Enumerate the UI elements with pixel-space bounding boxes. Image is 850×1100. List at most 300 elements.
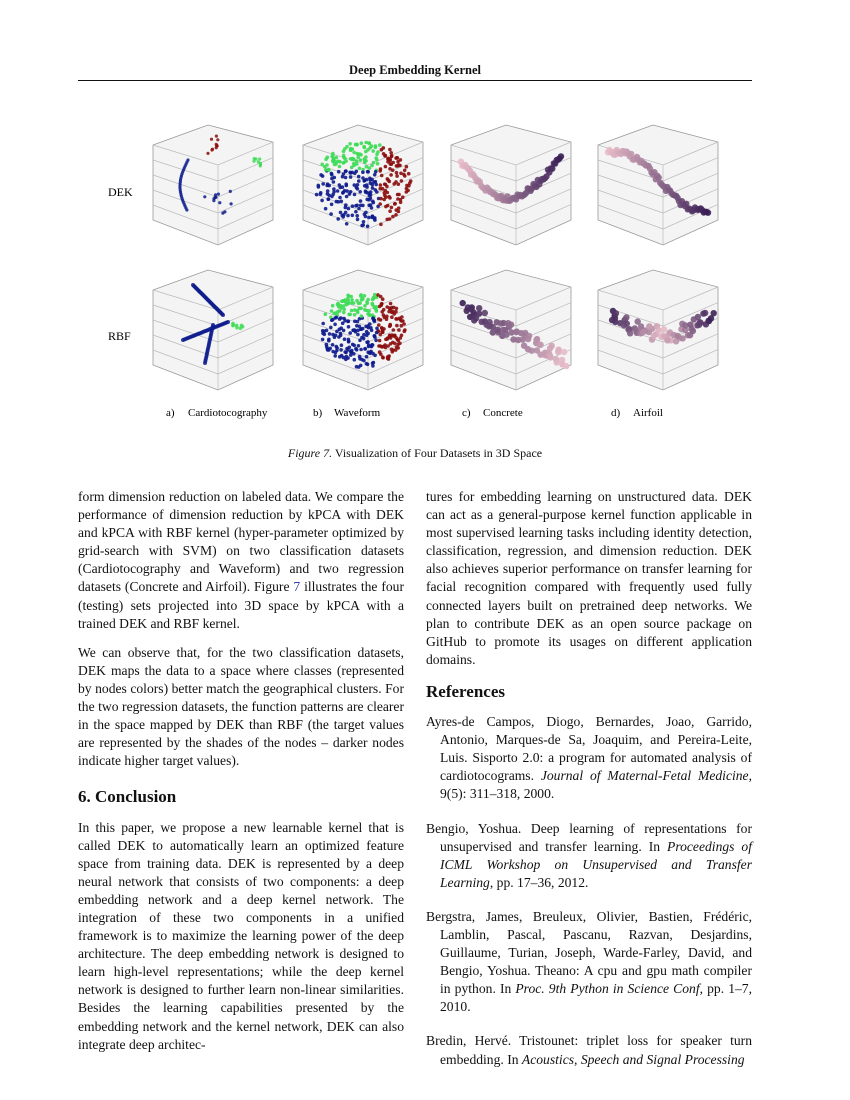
panel-c-letter: c) [462,407,471,419]
data-point [328,332,332,336]
data-point [231,323,235,327]
data-point [331,193,335,197]
data-point [212,199,215,202]
data-point [355,159,359,163]
data-point [335,345,339,349]
data-point [627,330,633,336]
data-point [380,148,384,152]
data-point [347,301,351,305]
data-point [391,161,395,165]
data-point [367,216,371,220]
data-point [549,343,555,349]
data-point [382,345,386,349]
data-point [388,148,392,152]
data-point [379,183,383,187]
figure-link[interactable]: 7 [293,579,301,595]
data-point [368,352,372,356]
data-point [364,141,368,145]
data-point [366,324,370,328]
paragraph-text: form dimension reduction on labeled data. We compare the performance of dimension reduction by kPCA with DEK and kPCA with RBF kernel (hyper-parameter optimized by grid-search with SVM) on two classification datasets (Cardiotocography and Waveform) and two regression datasets (Concrete and Airfoil). Figure [78,489,404,595]
data-point [344,176,348,180]
data-point [368,177,372,181]
data-point [468,306,474,312]
data-point [347,313,351,317]
data-point [336,303,340,307]
data-point [372,361,376,365]
data-point [388,334,392,338]
data-point [705,210,711,216]
data-point [365,362,369,366]
data-point [331,343,335,347]
data-point [498,320,504,326]
data-point [374,156,378,160]
data-point [342,311,346,315]
data-point [349,175,353,179]
data-point [356,333,360,337]
data-point [339,306,343,310]
data-point [559,357,565,363]
data-point [378,143,382,147]
data-point [356,218,360,222]
data-point [380,302,384,306]
data-point [327,348,331,352]
data-point [358,190,362,194]
data-point [396,193,400,197]
data-point [646,323,652,329]
figure-caption-label: Figure 7. [287,446,333,460]
data-point [391,168,395,172]
data-point [215,146,218,149]
data-point [333,176,337,180]
figure-7 [78,110,752,430]
data-point [257,160,260,163]
data-point [371,149,375,153]
data-point [361,170,365,174]
data-point [358,152,362,156]
data-point [362,145,366,149]
data-point [359,158,363,162]
data-point [555,349,561,355]
data-point [337,160,341,164]
data-point [365,198,369,202]
data-point [217,193,220,196]
data-point [340,343,344,347]
data-point [380,174,384,178]
data-point [374,339,378,343]
data-point [354,204,358,208]
data-point [397,328,401,332]
data-point [342,161,346,165]
data-point [206,152,209,155]
ref-text: Bredin, Hervé. Tristounet: triplet loss for speaker turn embedding. In [426,1033,752,1067]
data-point [365,309,369,313]
data-point [377,323,381,327]
data-point [355,143,359,147]
data-point [397,206,401,210]
data-point [239,327,243,331]
paragraph: We can observe that, for the two classification datasets, DEK maps the data to a space where classes (represented by nodes colors) better match the geographical clusters. For the two regression datasets, the function patterns are clearer in the space mapped by DEK than RBF (the target values are represented by the shades of the nodes – darker nodes indicate higher target values). [78,644,404,769]
data-point [376,293,380,297]
data-point [332,180,336,184]
data-point [345,189,349,193]
data-point [338,317,342,321]
data-point [215,143,218,146]
data-point [396,197,400,201]
data-point [332,187,336,191]
data-point [329,326,333,330]
data-point [211,148,214,151]
data-point [214,196,217,199]
data-point [383,182,387,186]
data-point [359,199,363,203]
data-point [390,315,394,319]
data-point [563,363,569,369]
data-point [327,169,331,173]
data-point [321,322,325,326]
data-point [333,316,337,320]
data-point [514,328,520,334]
data-point [379,223,383,227]
data-point [360,141,364,145]
data-point [365,165,369,169]
data-point [385,317,389,321]
data-point [352,301,356,305]
data-point [319,173,323,177]
data-point [382,308,386,312]
data-point [349,350,353,354]
scatter-panel [303,125,423,245]
data-point [339,326,343,330]
data-point [333,323,337,327]
data-point [366,225,370,229]
data-point [332,312,336,316]
data-point [664,337,670,343]
data-point [359,293,363,297]
data-point [347,294,351,298]
data-point [708,315,714,321]
data-point [376,150,380,154]
data-point [379,197,383,201]
ref-text: Bengio, Yoshua. Deep learning of representations for unsupervised and transfer learning. In [426,820,752,854]
data-point [385,218,389,222]
data-point [351,157,355,161]
right-column [426,488,752,1085]
data-point [379,353,383,357]
panel-a-letter: a) [166,407,175,419]
scatter-panel [153,270,273,390]
data-point [386,191,390,195]
data-point [405,187,409,191]
data-point [348,142,352,146]
data-point [345,355,349,359]
paragraph: In this paper, we propose a new learnable kernel that is called DEK to automatically learn an optimized feature space from training data. DEK is represented by a deep neural network that consists of two components: a deep embedding network and a deep kernel network. The integration of these two components in a unified framework is to maximize the learning power of the deep architecture. The deep embedding network is designed to learn high-level representations; while the deep kernel network is designed to further learn non-linear similarities. Besides the learning capabilities presented by the embedding network and the kernel network, DEK can also integrate deep architec- [78,819,404,1052]
data-point [687,322,693,328]
data-point [403,328,407,332]
data-point [655,327,661,333]
header-rule [78,80,752,81]
data-point [405,165,409,169]
data-point [344,351,348,355]
data-point [371,302,375,306]
data-point [352,162,356,166]
data-point [353,193,357,197]
data-point [320,199,324,203]
data-point [359,307,363,311]
data-point [347,325,351,329]
data-point [326,182,330,186]
data-point [355,214,359,218]
data-point [388,323,392,327]
data-point [338,196,342,200]
data-point [486,323,492,329]
section-heading-references: References [426,681,505,701]
data-point [321,182,325,186]
data-point [358,167,362,171]
data-point [407,172,411,176]
data-point [365,191,369,195]
reference-entry [426,1032,752,1068]
data-point [476,305,482,311]
data-point [341,191,345,195]
data-point [324,207,328,211]
data-point [395,171,399,175]
data-point [215,135,218,138]
data-point [397,339,401,343]
data-point [361,327,365,331]
data-point [397,210,401,214]
data-point [327,194,331,198]
data-point [334,334,338,338]
data-point [382,313,386,317]
data-point [335,200,339,204]
data-point [377,344,381,348]
data-point [661,326,667,332]
data-point [210,138,213,141]
data-point [375,309,379,313]
data-point [323,165,327,169]
data-point [389,173,393,177]
data-point [651,333,657,339]
data-point [355,348,359,352]
scatter-panel [598,270,718,390]
data-point [395,345,399,349]
data-point [385,337,389,341]
data-point [397,182,401,186]
data-point [376,205,380,209]
ref-venue: Proc. 9th Python in Science Conf [515,981,700,997]
data-point [361,296,365,300]
data-point [366,340,370,344]
data-point [358,301,362,305]
data-point [331,350,335,354]
row-label-rbf: RBF [108,329,131,343]
data-point [351,329,355,333]
data-point [690,328,696,334]
data-point [405,190,409,194]
scatter-panel [153,125,273,245]
data-point [376,162,380,166]
data-point [363,159,367,163]
data-point [393,342,397,346]
data-point [399,172,403,176]
data-point [356,183,360,187]
data-point [373,335,377,339]
data-point [371,214,375,218]
data-point [338,165,342,169]
data-point [320,163,324,167]
data-point [561,349,567,355]
data-point [353,358,357,362]
data-point [374,188,378,192]
panel-grid [153,125,718,390]
data-point [395,174,399,178]
scatter-panel [598,125,718,245]
data-point [378,339,382,343]
data-point [366,148,370,152]
data-point [374,170,378,174]
data-point [341,175,345,179]
data-point [229,190,232,193]
data-point [385,305,389,309]
scatter-panel [451,270,571,390]
data-point [343,147,347,151]
data-point [370,345,374,349]
data-point [339,332,343,336]
data-point [372,297,376,301]
paragraph [78,488,404,633]
panel-c-name: Concrete [483,407,523,419]
data-point [368,313,372,317]
ref-text: Bergstra, James, Breuleux, Olivier, Bastien, Frédéric, Lamblin, Pascal, Pascanu, Razvan, Desjardins, Guillaume, Turian, Joseph, Warde-Farley, David, and Bengio, Yoshua. Theano: A cpu and gpu math compiler in python. In [426,908,752,997]
ref-venue: Journal of Maternal-Fetal Medicine [540,768,749,784]
data-point [353,313,357,317]
data-point [473,315,479,321]
data-point [381,356,385,360]
data-point [375,305,379,309]
data-point [346,214,350,218]
data-point [345,184,349,188]
data-point [623,314,629,320]
data-point [374,180,378,184]
data-point [403,169,407,173]
data-point [373,293,377,297]
panel-b-name: Waveform [334,407,381,419]
data-point [369,203,373,207]
data-point [342,213,346,217]
data-point [371,183,375,187]
data-point [338,183,342,187]
data-point [392,306,396,310]
data-point [341,321,345,325]
data-point [353,172,357,176]
data-point [342,317,346,321]
data-point [390,154,394,158]
data-point [553,359,559,365]
data-point [348,192,352,196]
data-point [375,331,379,335]
data-point [613,310,619,316]
data-point [258,157,261,160]
data-point [325,343,329,347]
data-point [357,179,361,183]
data-point [339,348,343,352]
data-point [329,212,333,216]
figure-caption-text: Visualization of Four Datasets in 3D Space [334,446,543,460]
data-point [365,330,369,334]
data-point [349,147,353,151]
data-point [697,319,703,325]
data-point [359,348,363,352]
data-point [351,214,355,218]
data-point [384,195,388,199]
data-point [390,206,394,210]
ref-text: , pp. 1–7, 2010. [440,981,752,1015]
data-point [400,334,404,338]
data-point [348,331,352,335]
data-point [409,179,413,183]
reference-entry [426,713,752,803]
data-point [357,175,361,179]
data-point [361,204,365,208]
paragraph-text: illustrates the four (testing) sets projected into 3D space by kPCA with a trained DEK and RBF kernel. [78,579,404,631]
figure-caption [78,446,752,461]
data-point [326,189,330,193]
data-point [344,169,348,173]
data-point [330,203,334,207]
data-point [371,316,375,320]
data-point [356,311,360,315]
data-point [259,164,262,167]
data-point [386,157,390,161]
data-point [230,202,233,205]
data-point [353,308,357,312]
data-point [538,342,544,348]
data-point [384,165,388,169]
data-point [377,317,381,321]
data-point [352,344,356,348]
data-point [369,196,373,200]
data-point [357,365,361,369]
data-point [372,161,376,165]
data-point [391,310,395,314]
scatter-panel [303,270,423,390]
data-point [381,297,385,301]
data-point [203,195,206,198]
data-point [203,361,207,365]
data-point [324,312,328,316]
data-point [348,171,352,175]
data-point [358,357,362,361]
data-point [221,313,225,317]
data-point [340,200,344,204]
scatter-panel [451,125,571,245]
section-heading-conclusion: 6. Conclusion [78,787,177,807]
data-point [358,339,362,343]
data-point [379,167,383,171]
data-point [343,337,347,341]
data-point [352,352,356,356]
data-point [362,220,366,224]
data-point [357,344,361,348]
data-point [640,329,646,335]
panel-b-letter: b) [313,407,323,419]
panel-a-name: Cardiotocography [188,407,268,419]
data-point [399,158,403,162]
data-point [347,340,351,344]
data-point [347,319,351,323]
data-point [363,347,367,351]
data-point [508,321,514,327]
